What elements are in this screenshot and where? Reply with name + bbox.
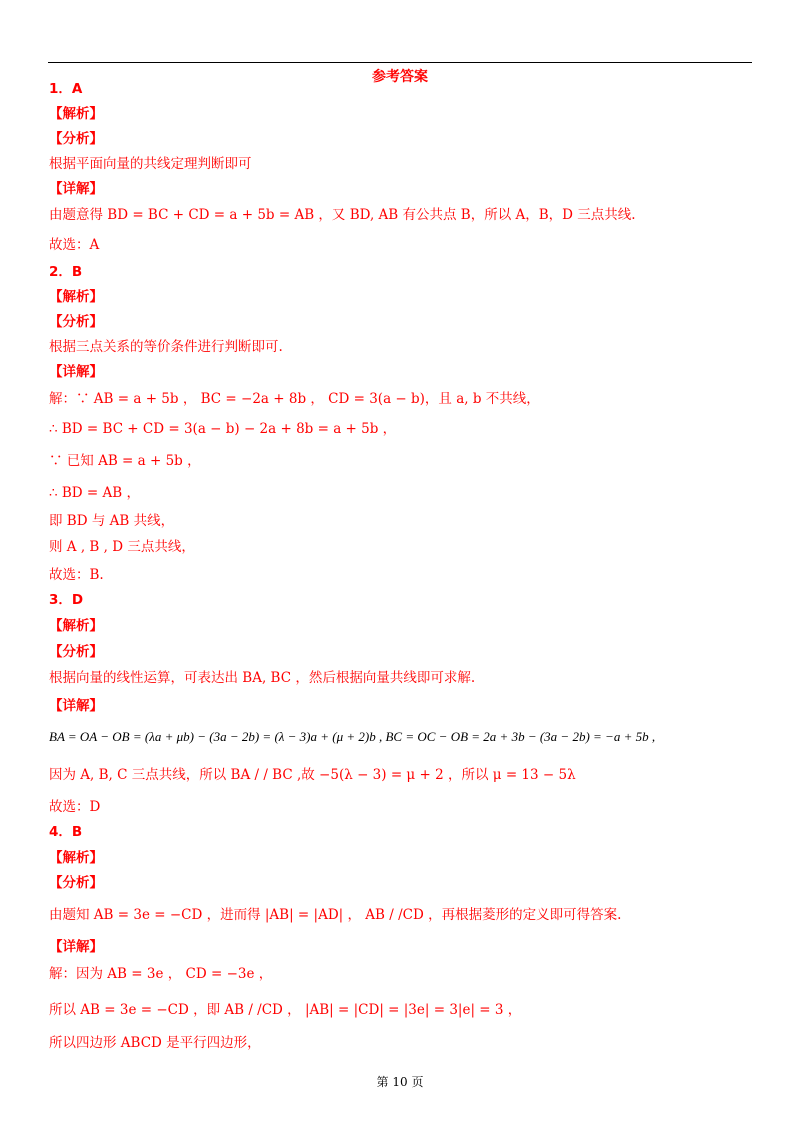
q1-detail-1: 由题意得 BD = BC + CD = a + 5b = AB ，又 BD, AB 有公共点 B，所以 A，B，D 三点共线. — [49, 207, 636, 223]
q3-detail-1: BA = OA − OB = (λa + μb) − (3a − 2b) = (λ − 3)a + (μ + 2)b , BC = OC − OB = 2a + 3b − (3a − 2b) = −a + 5b , — [49, 729, 656, 744]
q2-answer: 故选：B. — [49, 567, 104, 583]
q2-analysis: 根据三点关系的等价条件进行判断即可. — [49, 339, 283, 355]
q1-xiangjie: 【详解】 — [49, 181, 103, 197]
q2-xiangjie: 【详解】 — [49, 364, 103, 380]
q4-jiexi: 【解析】 — [49, 850, 103, 866]
q2-detail-3: ∵ 已知 AB = a + 5b ， — [49, 453, 201, 469]
q4-detail-2: 所以 AB = 3e = −CD ，即 AB / /CD ， |AB| = |CD| = |3e| = 3|e| = 3 ， — [49, 1002, 522, 1018]
q1-fenxi: 【分析】 — [49, 131, 103, 147]
q4-detail-1: 解：因为 AB = 3e ， CD = −3e ， — [49, 966, 273, 982]
q4-heading: 4．B — [49, 824, 83, 840]
q2-fenxi: 【分析】 — [49, 314, 103, 330]
q4-fenxi: 【分析】 — [49, 875, 103, 891]
q4-detail-3: 所以四边形 ABCD 是平行四边形， — [49, 1035, 261, 1051]
q2-detail-5: 即 BD 与 AB 共线， — [49, 513, 175, 529]
q2-detail-1: 解：∵ AB = a + 5b ， BC = −2a + 8b ， CD = 3(a − b)，且 a, b 不共线， — [49, 391, 540, 407]
page-title: 参考答案 — [372, 69, 428, 85]
header-rule — [48, 62, 752, 63]
q2-detail-2: ∴ BD = BC + CD = 3(a − b) − 2a + 8b = a + 5b ， — [49, 421, 397, 437]
q1-heading: 1．A — [49, 81, 83, 97]
q1-jiexi: 【解析】 — [49, 106, 103, 122]
q1-answer: 故选：A — [49, 237, 100, 253]
q2-detail-4: ∴ BD = AB ， — [49, 485, 140, 501]
q2-heading: 2．B — [49, 264, 83, 280]
q4-xiangjie: 【详解】 — [49, 939, 103, 955]
q3-detail-2: 因为 A, B, C 三点共线，所以 BA / / BC ,故 −5(λ − 3) = μ + 2 ，所以 μ = 13 − 5λ — [49, 767, 576, 783]
q3-heading: 3．D — [49, 592, 84, 608]
q3-analysis: 根据向量的线性运算，可表达出 BA, BC ，然后根据向量共线即可求解. — [49, 670, 476, 686]
q2-detail-6: 则 A , B , D 三点共线， — [49, 539, 195, 555]
q3-fenxi: 【分析】 — [49, 644, 103, 660]
q1-analysis: 根据平面向量的共线定理判断即可 — [49, 156, 252, 172]
q3-jiexi: 【解析】 — [49, 618, 103, 634]
q4-analysis: 由题知 AB = 3e = −CD ，进而得 |AB| = |AD| ， AB / /CD ，再根据菱形的定义即可得答案. — [49, 907, 622, 923]
q3-xiangjie: 【详解】 — [49, 698, 103, 714]
q3-answer: 故选：D — [49, 799, 101, 815]
page-number: 第 10 页 — [376, 1075, 424, 1089]
q2-jiexi: 【解析】 — [49, 289, 103, 305]
